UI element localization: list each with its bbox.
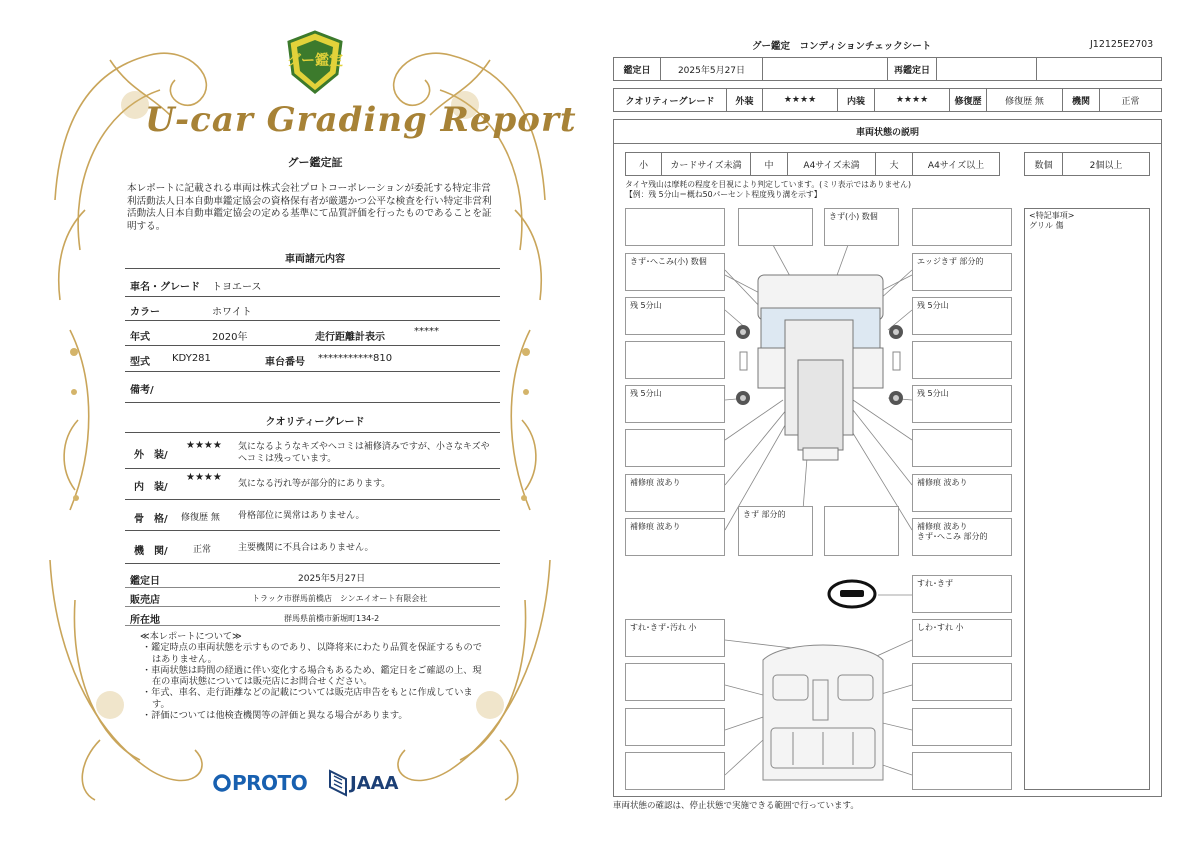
damage-text: きず･へこみ 部分的 (917, 532, 988, 541)
appraisal-date-value: 2025年5月27日 (298, 574, 366, 584)
damage-box: 補修痕 波あり (625, 474, 725, 512)
interior-box (912, 752, 1012, 790)
divider (125, 468, 500, 469)
appraisal-date-label-cell: 鑑定日 (613, 57, 661, 81)
damage-box (625, 429, 725, 467)
jaaa-logo-icon (328, 769, 348, 797)
year-label: 年式 (130, 332, 150, 343)
divider (125, 499, 500, 500)
car-name-label: 車名・グレード (130, 282, 200, 293)
legend-large: 大 (875, 152, 913, 176)
legend-count-desc: 2個以上 (1062, 152, 1150, 176)
interior-label-cell: 内装 (837, 88, 875, 112)
odometer-value: ***** (414, 326, 439, 337)
interior-stars: ★★★★ (186, 472, 222, 483)
legend-large-desc: A4サイズ以上 (912, 152, 1000, 176)
sheet-title: グー鑑定 コンディションチェックシート (752, 41, 932, 52)
damage-box: きず 部分的 (738, 506, 813, 556)
remarks-label: 備考/ (130, 385, 154, 396)
chassis-value: ***********810 (318, 353, 393, 364)
divider (125, 587, 500, 588)
legend-mid-desc: A4サイズ未満 (787, 152, 876, 176)
interior-box: すれ･きず･汚れ 小 (625, 619, 725, 657)
divider (125, 371, 500, 372)
divider (125, 563, 500, 564)
engine-label: 機 関/ (134, 546, 168, 557)
divider (125, 268, 500, 269)
certificate-intro: 本レポートに記載される車両は株式会社プロトコーポレーションが委託する特定非営利活動法人日本自動車鑑定協会の資格保有者が厳選かつ公平な検査を行い特定非営利活動法人日本自動車鑑定協会の定める基準にて品質評価を行ったものであることを証明する。 (127, 183, 492, 232)
proto-logo-icon (213, 773, 231, 795)
divider (125, 625, 500, 626)
note-item: ・年式、車名、走行距離などの記載については販売店申告をもとに作成しています。 (142, 687, 473, 710)
repair-value-cell: 修復歴 無 (986, 88, 1063, 112)
note-item: ・車両状態は時間の経過に伴い変化する場合もあるため、鑑定日をご確認の上、現在の車両状態については販売店にお問合せください。 (142, 664, 482, 688)
special-notes-text: グリル 傷 (1029, 221, 1064, 230)
steering-box: すれ･きず (912, 575, 1012, 613)
exterior-desc: 気になるようなキズやヘコミは補修済みですが、小さなキズやヘコミは残っています。 (238, 442, 490, 464)
interior-box (912, 708, 1012, 746)
interior-box (625, 663, 725, 701)
damage-box: きず(小) 数個 (824, 208, 899, 246)
dealer-label: 販売店 (130, 595, 160, 606)
divider (125, 530, 500, 531)
exterior-stars: ★★★★ (186, 440, 222, 451)
dealer-value: トラック市群馬前橋店 シンエイオート有限会社 (252, 594, 428, 603)
divider (125, 432, 500, 433)
special-notes-label: <特記事項> (1029, 211, 1075, 220)
odometer-label: 走行距離計表示 (315, 332, 385, 343)
interior-label: 内 装/ (134, 482, 168, 493)
address-label: 所在地 (130, 615, 160, 626)
tire-note-line: タイヤ残山は摩耗の程度を目視により判定しています。(ミリ表示ではありません) (625, 180, 911, 189)
script-title: U-car Grading Report (145, 100, 577, 140)
divider (125, 345, 500, 346)
legend-small-desc: カードサイズ未満 (661, 152, 751, 176)
appraisal-date-label: 鑑定日 (130, 576, 160, 587)
exterior-stars-cell: ★★★★ (762, 88, 838, 112)
tire-box: 残 5分山 (912, 385, 1012, 423)
divider (125, 320, 500, 321)
address-value: 群馬県前橋市新堀町134-2 (284, 614, 380, 623)
frame-value: 修復歴 無 (181, 513, 220, 523)
color-label: カラー (130, 307, 160, 318)
interior-stars-cell: ★★★★ (874, 88, 950, 112)
exterior-label: 外 装/ (134, 450, 168, 461)
spec-heading: 車両諸元内容 (285, 254, 345, 265)
damage-box: エッジきず 部分的 (912, 253, 1012, 291)
goo-appraisal-badge-icon (283, 30, 347, 94)
damage-box (912, 208, 1012, 246)
grade-heading: クオリティーグレード (265, 417, 365, 428)
exterior-label-cell: 外装 (726, 88, 763, 112)
damage-box (912, 341, 1012, 379)
divider (125, 606, 500, 607)
damage-box: 補修痕 波あり (912, 474, 1012, 512)
notes-heading: ≪本レポートについて≫ (140, 631, 242, 642)
year-value: 2020年 (212, 332, 248, 343)
condition-heading: 車両状態の説明 (613, 119, 1162, 144)
note-item: ・鑑定時点の車両状態を示すものであり、以降将来にわたり品質を保証するものではありません。 (142, 642, 482, 665)
interior-box: しわ･すれ 小 (912, 619, 1012, 657)
damage-box (912, 429, 1012, 467)
chassis-label: 車台番号 (265, 357, 305, 368)
tire-box: 残 5分山 (912, 297, 1012, 335)
tire-box: 残 5分山 (625, 385, 725, 423)
damage-box (738, 208, 813, 246)
empty-cell (762, 57, 888, 81)
legend-mid: 中 (750, 152, 788, 176)
tire-note-line: 【例：残 5分山＝概ね50パーセント程度残り溝を示す】 (625, 189, 822, 199)
damage-box (625, 341, 725, 379)
note-item: ・評価については他検査機関等の評価と異なる場合があります。 (142, 710, 408, 722)
model-value: KDY281 (172, 353, 211, 364)
damage-box (912, 518, 1012, 556)
grade-label-cell: クオリティーグレード (613, 88, 727, 112)
damage-box (824, 506, 899, 556)
legend-small: 小 (625, 152, 662, 176)
repair-label-cell: 修復歴 (949, 88, 987, 112)
certificate-title: グー鑑定証 (287, 156, 343, 169)
color-value: ホワイト (212, 307, 252, 318)
interior-box (625, 752, 725, 790)
sheet-footer: 車両状態の確認は、停止状態で実施できる範囲で行っています。 (613, 801, 859, 811)
frame-label: 骨 格/ (134, 514, 168, 525)
appraisal-date-value-cell: 2025年5月27日 (660, 57, 763, 81)
divider (125, 402, 500, 403)
engine-label-cell: 機関 (1062, 88, 1100, 112)
damage-box (625, 208, 725, 246)
jaaa-logo: JAAA (350, 773, 399, 794)
proto-logo: PROTO (232, 771, 308, 795)
empty-cell (936, 57, 1037, 81)
divider (125, 296, 500, 297)
sheet-code: J12125E2703 (1090, 39, 1154, 50)
frame-desc: 骨格部位に異常はありません。 (238, 511, 365, 521)
legend-count: 数個 (1024, 152, 1063, 176)
engine-value-cell: 正常 (1099, 88, 1162, 112)
empty-cell (1036, 57, 1162, 81)
tire-box: 残 5分山 (625, 297, 725, 335)
engine-desc: 主要機関に不具合はありません。 (238, 543, 374, 553)
damage-box: きず･へこみ(小) 数個 (625, 253, 725, 291)
interior-box (912, 663, 1012, 701)
model-label: 型式 (130, 357, 150, 368)
damage-text: 補修痕 波あり (917, 522, 968, 531)
reappraisal-label-cell: 再鑑定日 (887, 57, 937, 81)
special-notes-box (1024, 208, 1150, 790)
svg-text:グー鑑定: グー鑑定 (287, 53, 343, 69)
interior-desc: 気になる汚れ等が部分的にあります。 (238, 479, 391, 489)
interior-box (625, 708, 725, 746)
tire-note (625, 180, 911, 199)
steering-wheel-icon (829, 581, 875, 607)
damage-box: 補修痕 波あり (625, 518, 725, 556)
car-name-value: トヨエース (212, 282, 262, 293)
engine-value: 正常 (193, 545, 212, 555)
report-notes (140, 631, 490, 721)
